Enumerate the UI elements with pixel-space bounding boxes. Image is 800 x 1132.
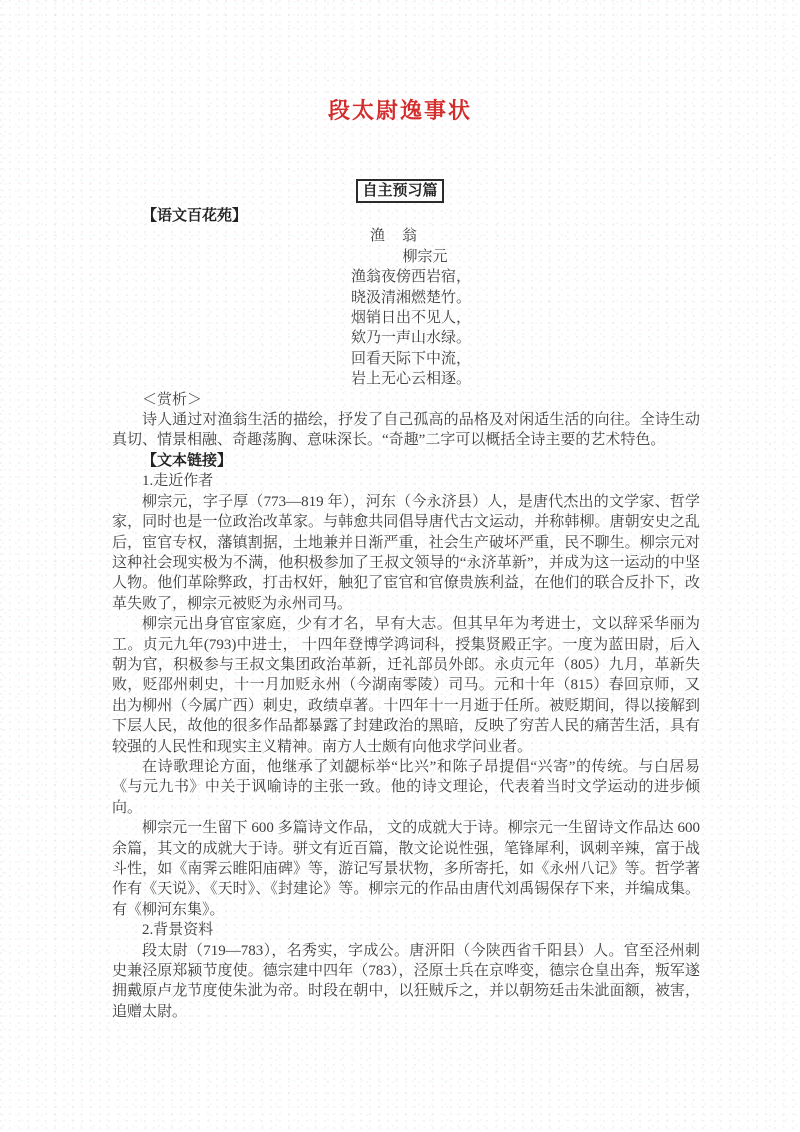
poem-line: 岩上无心云相逐。 — [350, 371, 471, 388]
author-paragraph-3: 在诗歌理论方面，他继承了刘勰标举“比兴”和陈子昂提倡“兴寄”的传统。与白居易《与元九书》中关于讽喻诗的主张一致。他的诗文理论，代表着当时文学运动的进步倾向。 — [112, 758, 700, 816]
author-paragraph-4: 柳宗元一生留下 600 多篇诗文作品， 文的成就大于诗。柳宗元一生留诗文作品达 600 余篇，其文的成就大于诗。骈文有近百篇，散文论说性强，笔锋犀利，讽刺辛辣，富于战斗性，如《南霁云睢阳庙碑》等，游记写景状物，多所寄托，如《永州八记》等。哲学著作有《天说》、《天时》、《封建论》等。柳宗元的作品由唐代刘禹锡保存下来，并编成集。有《柳河东集》。 — [112, 820, 700, 918]
subheading-background: 2.背景资料 — [142, 922, 214, 939]
page-title: 段太尉逸事状 — [327, 98, 472, 123]
poem-line: 回看天际下中流， — [350, 350, 471, 367]
background-paragraph-1: 段太尉（719—783），名秀实，字成公。唐汧阳（今陕西省千阳县）人。官至泾州刺史兼泾原郑颍节度使。德宗建中四年（783），泾原士兵在京哗变，德宗仓皇出奔，叛军遂拥戴原卢龙节度使朱泚为帝。时段在朝中，以狂贼斥之，并以朝笏廷击朱泚面额，被害，追赠太尉。 — [112, 942, 700, 1020]
subheading-author: 1.走近作者 — [142, 473, 214, 490]
poem-line: 欸乃一声山水绿。 — [350, 330, 471, 347]
author-paragraph-1: 柳宗元，字子厚（773—819 年），河东（今永济县）人，是唐代杰出的文学家、哲学家，同时也是一位政治改革家。与韩愈共同倡导唐代古文运动，并称韩柳。唐朝安史之乱后，宦官专权，藩镇割据，土地兼并日渐严重，社会生产破坏严重，民不聊生。柳宗元对这种社会现实极为不满，他积极参加了王叔文领导的“永济革新”，并成为这一运动的中坚人物。他们革除弊政，打击权奸，触犯了宦官和官僚贵族利益，在他们的联合反扑下，改革失败了，柳宗元被贬为永州司马。 — [112, 493, 700, 612]
section-badge: 自主预习篇 — [356, 179, 443, 203]
author-paragraph-2: 柳宗元出身官宦家庭，少有才名，早有大志。但其早年为考进士，文以辞采华丽为工。贞元九年(793)中进士， 十四年登博学鸿词科，授集贤殿正字。一度为蓝田尉，后入朝为官，积极参与王叔文集团政治革新，迁礼部员外郎。永贞元年（805）九月，革新失败，贬邵州刺史，十一月加贬永州（今湖南零陵）司马。元和十年（815）春回京师，又出为柳州（今属广西）刺史，政绩卓著。十四年十一月逝于任所。被贬期间，得以接解到下层人民，故他的很多作品都暴露了封建政治的黑暗，反映了穷苦人民的痛苦生活，具有较强的人民性和现实主义精神。南方人士颇有向他求学问业者。 — [112, 616, 700, 755]
poem-block — [112, 226, 700, 389]
garden-heading: 【语文百花苑】 — [142, 208, 248, 224]
text-link-heading: 【文本链接】 — [142, 452, 233, 469]
poem-title: 渔 翁 — [369, 228, 418, 245]
section-badge-row — [0, 179, 800, 203]
poem-line: 渔翁夜傍西岩宿， — [350, 269, 471, 286]
appreciation-heading: ＜赏析＞ — [142, 391, 203, 408]
poem-line: 晓汲清湘燃楚竹。 — [350, 289, 471, 306]
document-body — [112, 206, 700, 1022]
poem-line: 烟销日出不见人， — [350, 310, 471, 327]
appreciation-paragraph: 诗人通过对渔翁生活的描绘，抒发了自己孤高的品格及对闲适生活的向往。全诗生动真切、情景相融、奇趣荡胸、意味深长。“奇趣”二字可以概括全诗主要的艺术特色。 — [112, 412, 700, 449]
poem-author: 柳宗元 — [402, 248, 448, 265]
